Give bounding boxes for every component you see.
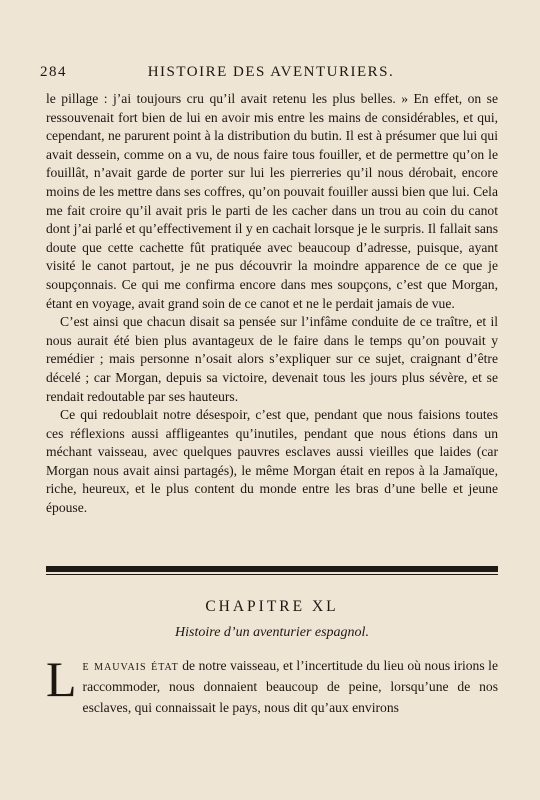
paragraph: Ce qui redoublait notre désespoir, c’est que, pendant que nous faisions toutes ces réflexions aussi affligeantes qu’inutiles, pendant que nous étions dans un méchant vaisseau, avec quelques pauvres esclaves aussi vieilles que laides (car Morgan nous avait ainsi partagés), le même Morgan était en repos à la Jamaïque, riche, heureux, et le plus content du monde entre les bras d’une belle et jeune épouse.: [46, 407, 498, 516]
chapter-divider-thin: [46, 574, 498, 575]
paragraph: C’est ainsi que chacun disait sa pensée sur l’infâme conduite de ce traître, et il nous aurait été bien plus avantageux de le faire dans le temps qu’on pouvait y remédier ; mais personne n’osait alors s’expliquer sur ce sujet, craignant d’être décelé ; car Morgan, depuis sa victoire, devenait tous les jours plus sévère, et se rendait redoutable par ses hauteurs.: [46, 314, 498, 404]
opening-small-caps: e mauvais état: [82, 658, 179, 673]
chapter-divider-thick: [46, 566, 498, 572]
drop-cap: L: [46, 651, 77, 707]
body-text: [46, 90, 498, 518]
chapter-subtitle: Histoire d’un aventurier espagnol.: [175, 625, 369, 640]
paragraph: le pillage : j’ai toujours cru qu’il avait retenu les plus belles. » En effet, on se ressouvenait fort bien de lui en avoir mis entre les mains de considérables, et qui, cependant, ne parurent point à la distribution du butin. Il est à présumer que lui qui avait dessein, comme on a vu, de nous faire tous fouiller, et de permettre qu’on le fouillât, n’avait garde de porter sur lui les pierreries qu’il nous dérobait, encore moins de les mettre dans ses coffres, qu’on pouvait fouiller aussi bien que lui. Cela me fait croire qu’il avait pris le parti de les cacher dans un trou au coin du canot dont j’ai parlé et qu’effectivement il y en cachait lorsque je le surpris. Il fallait sans doute que cette cachette fût pratiquée avec beaucoup d’adresse, puisque, ayant visité le canot partout, je ne pus découvrir la moindre apparence de ce que je soupçonnais. Ce qui me confirma encore dans mes soupçons, c’est que Morgan, étant en voyage, avait grand soin de ce canot et ne le perdait jamais de vue.: [46, 91, 498, 311]
running-title: HISTOIRE DES AVENTURIERS.: [147, 64, 395, 80]
opening-text: de notre vaisseau, et l’incertitude du lieu où nous irions le raccommoder, nous donnaient beaucoup de peine, lorsqu’une de nos esclaves, qui connaissait le pays, nous dit qu’aux environs: [82, 658, 498, 715]
chapter-opening-paragraph: [46, 651, 498, 718]
page-header: [40, 64, 502, 88]
chapter-heading: CHAPITRE XL: [205, 598, 339, 615]
page-number: 284: [40, 64, 67, 80]
